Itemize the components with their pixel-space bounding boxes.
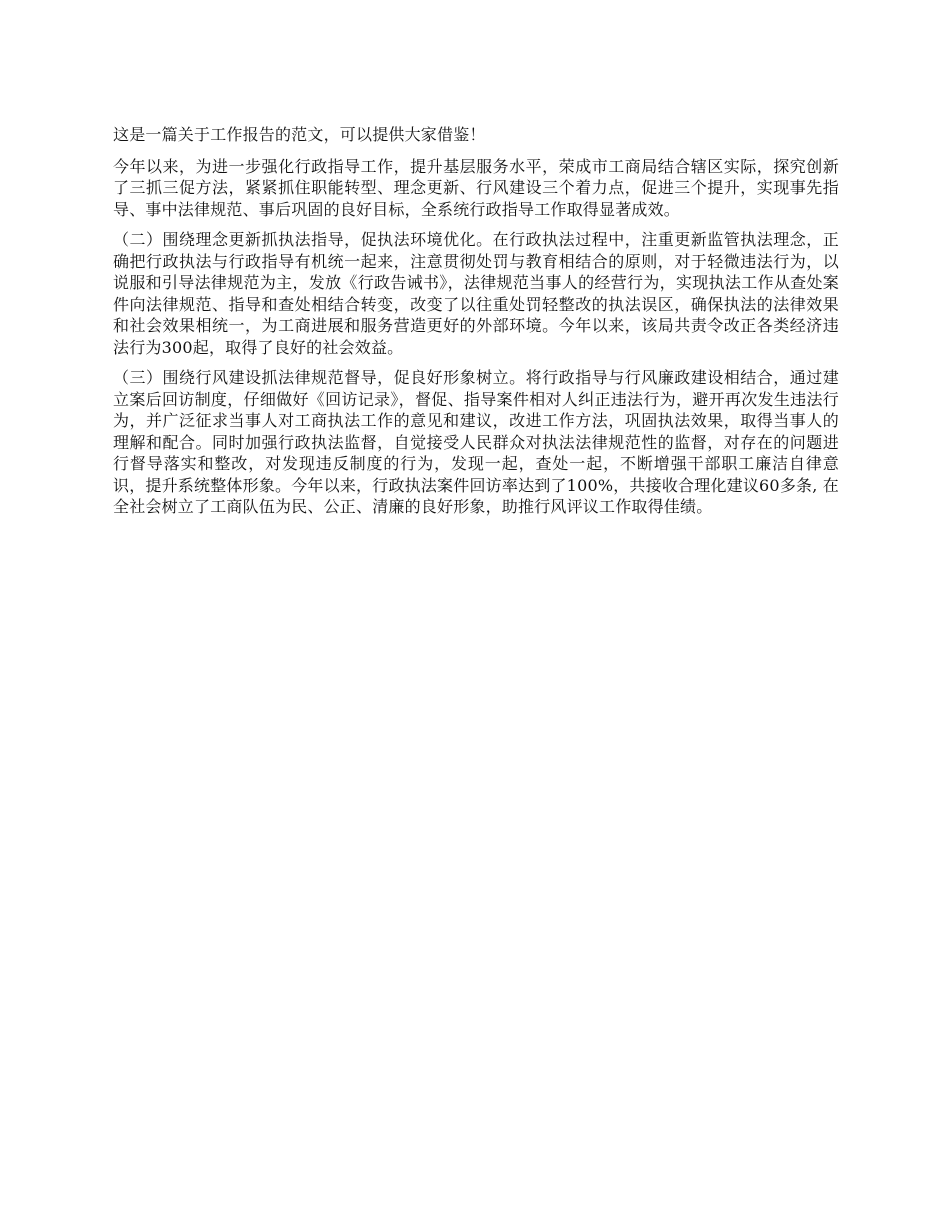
intro-paragraph: 这是一篇关于工作报告的范文，可以提供大家借鉴！ xyxy=(113,125,486,144)
document-body xyxy=(113,124,839,527)
section-two-paragraph: （二）围绕理念更新抓执法指导，促执法环境优化。在行政执法过程中，注重更新监管执法理念，正确把行政执法与行政指导有机统一起来，注意贯彻处罚与教育相结合的原则，对于轻微违法行为，以说服和引导法律规范为主，发放《行政告诫书》，法律规范当事人的经营行为，实现执法工作从查处案件向法律规范、指导和查处相结合转变，改变了以往重处罚轻整改的执法误区，确保执法的法律效果和社会效果相统一，为工商进展和服务营造更好的外部环境。今年以来，该局共责令改正各类经济违法行为300起，取得了良好的社会效益。 xyxy=(113,230,839,357)
summary-paragraph: 今年以来，为进一步强化行政指导工作，提升基层服务水平，荣成市工商局结合辖区实际，探究创新了三抓三促方法，紧紧抓住职能转型、理念更新、行风建设三个着力点，促进三个提升，实现事先指导、事中法律规范、事后巩固的良好目标，全系统行政指导工作取得显著成效。 xyxy=(113,156,839,219)
section-three-paragraph: （三）围绕行风建设抓法律规范督导，促良好形象树立。将行政指导与行风廉政建设相结合，通过建立案后回访制度，仔细做好《回访记录》，督促、指导案件相对人纠正违法行为，避开再次发生违法行为，并广泛征求当事人对工商执法工作的意见和建议，改进工作方法，巩固执法效果，取得当事人的理解和配合。同时加强行政执法监督，自觉接受人民群众对执法法律规范性的监督，对存在的问题进行督导落实和整改，对发现违反制度的行为，发现一起，查处一起，不断增强干部职工廉洁自律意识，提升系统整体形象。今年以来，行政执法案件回访率达到了100%，共接收合理化建议60多条, 在全社会树立了工商队伍为民、公正、清廉的良好形象，助推行风评议工作取得佳绩。 xyxy=(113,368,839,516)
